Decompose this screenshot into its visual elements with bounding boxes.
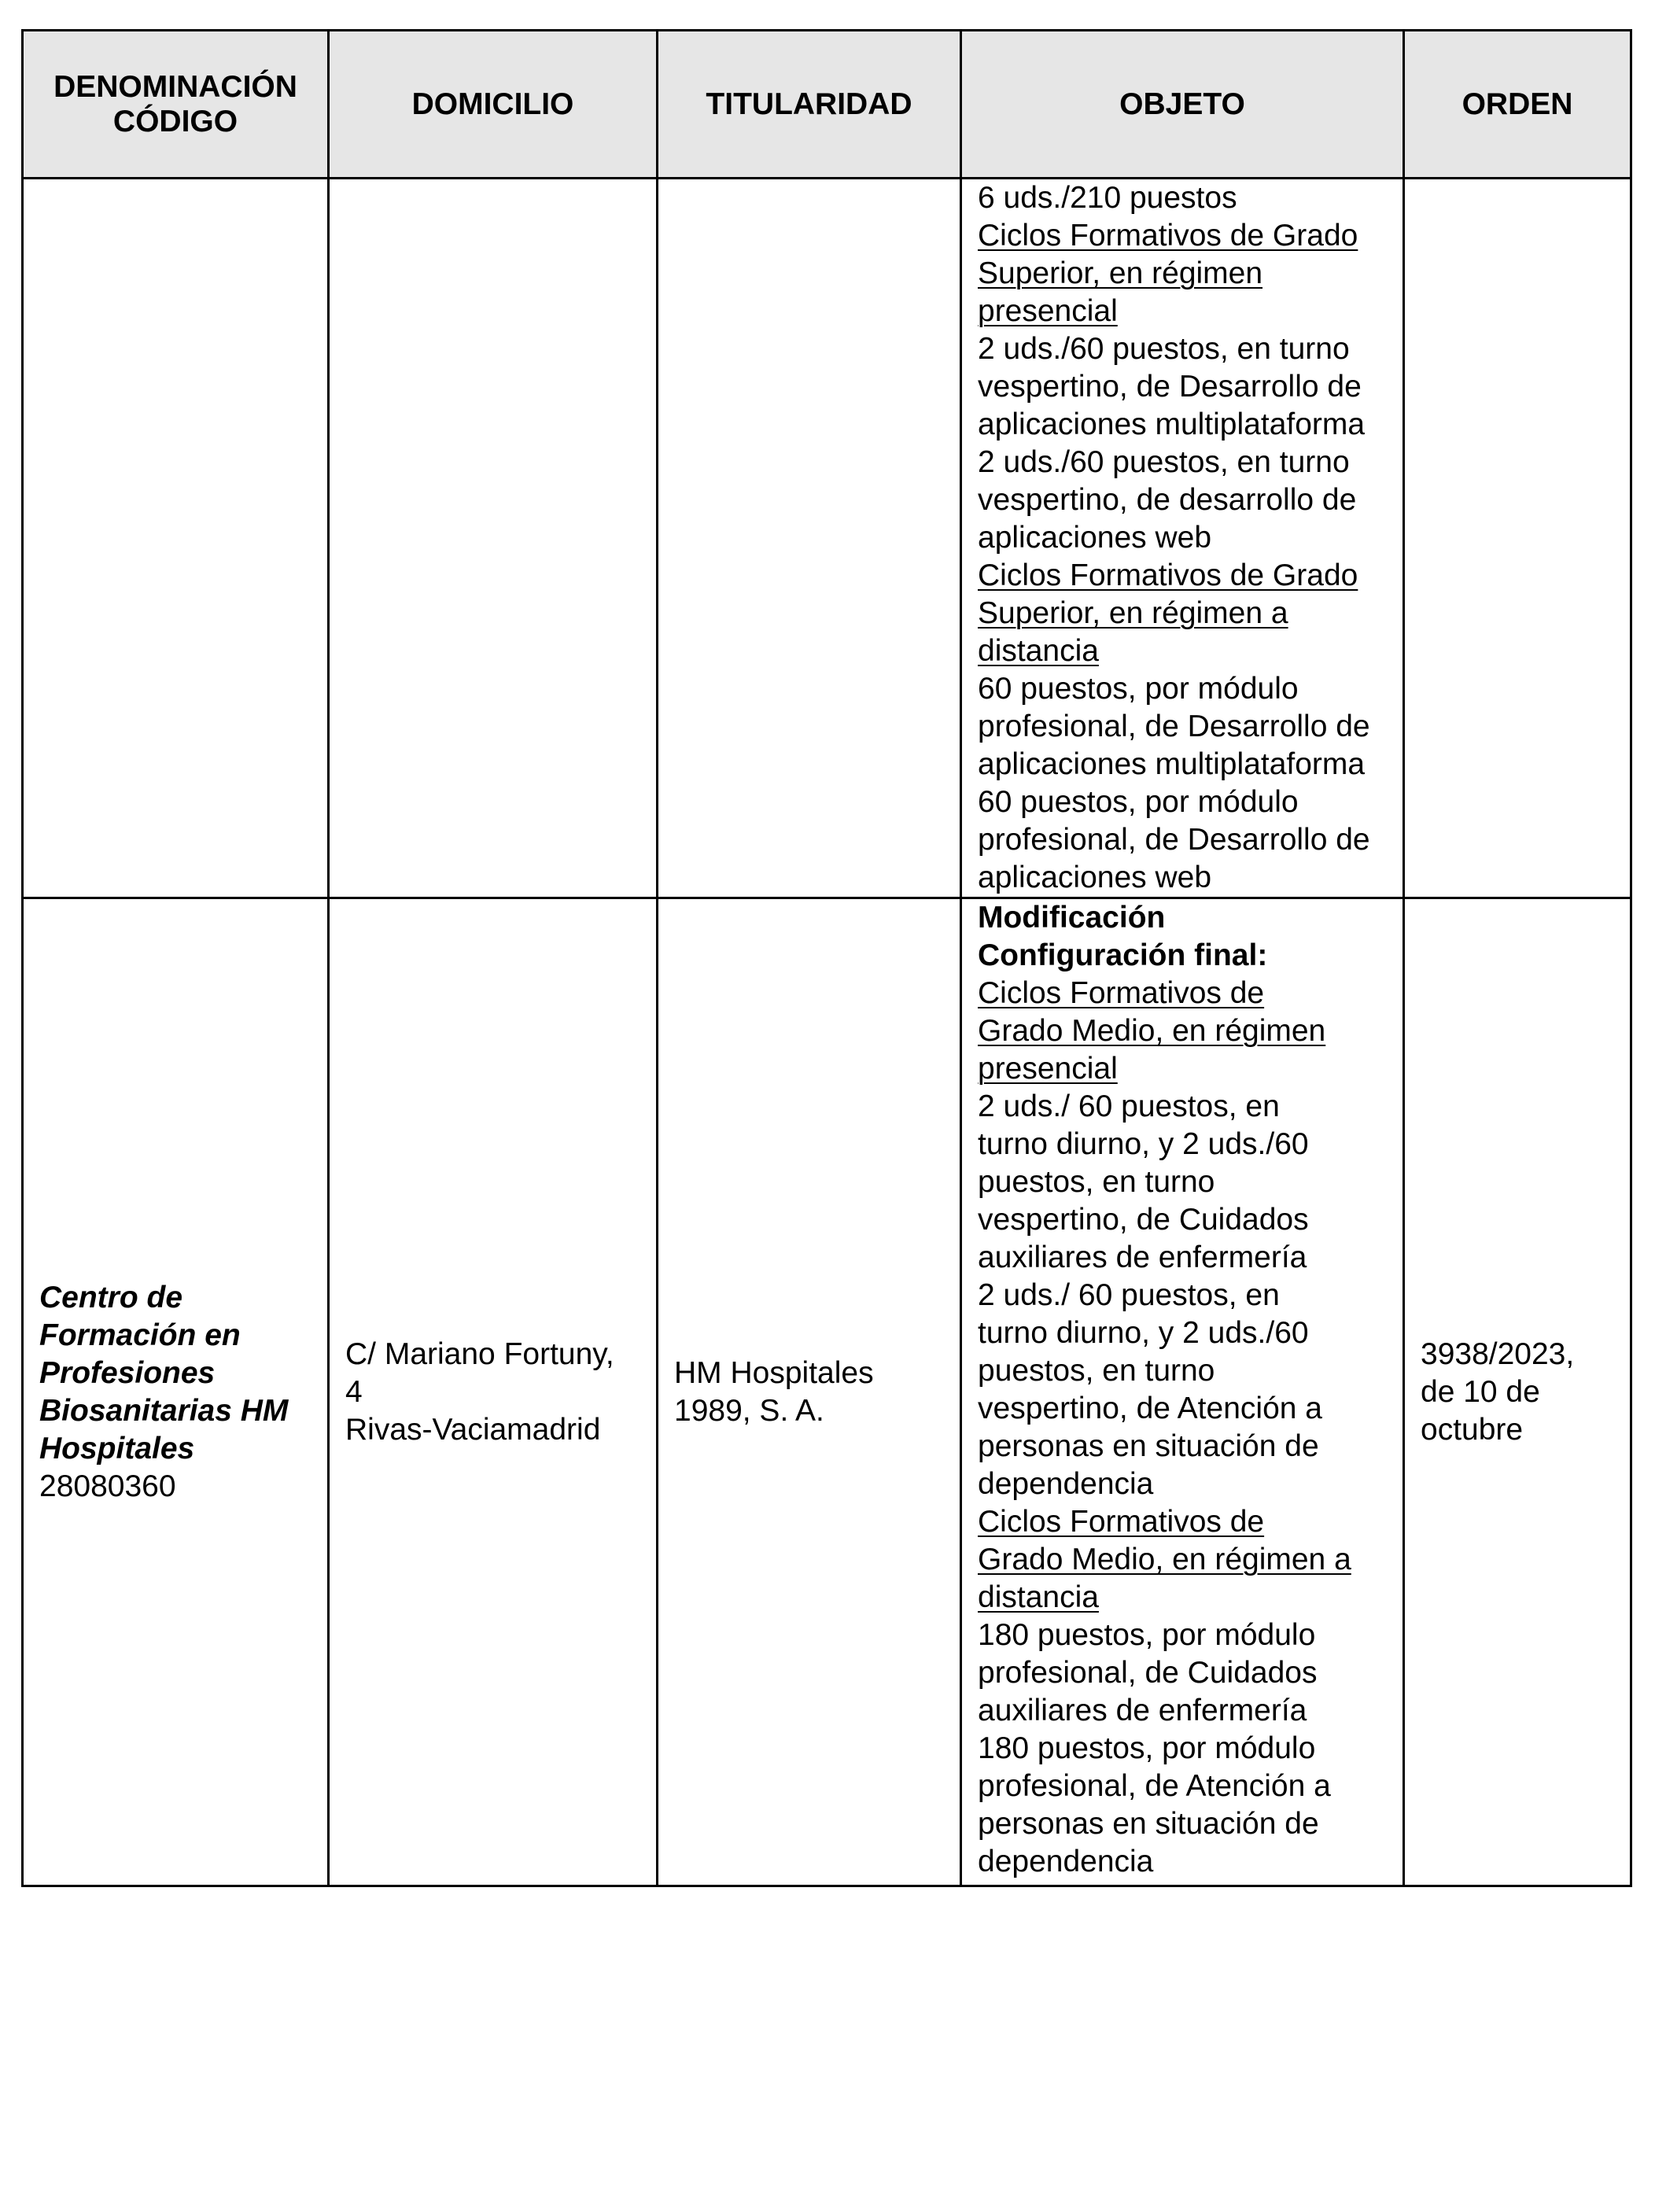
header-denominacion-codigo	[23, 31, 329, 179]
table-row	[23, 179, 1631, 898]
objeto-line: auxiliares de enfermería	[978, 1694, 1307, 1727]
header-orden: ORDEN	[1404, 31, 1631, 179]
objeto-line: puestos, en turno	[978, 1354, 1215, 1388]
table-header-row	[23, 31, 1631, 179]
denominacion-line: Biosanitarias HM	[39, 1393, 289, 1428]
orden-line: octubre	[1421, 1412, 1524, 1447]
row2-orden-cell	[1404, 898, 1631, 1886]
header-codigo: CÓDIGO	[112, 104, 238, 138]
objeto-line: auxiliares de enfermería	[978, 1241, 1307, 1274]
objeto-line: dependencia	[978, 1845, 1154, 1878]
objeto-line: Superior, en régimen	[978, 256, 1263, 290]
objeto-line: 180 puestos, por módulo	[978, 1731, 1316, 1765]
objeto-line: profesional, de Desarrollo de	[978, 823, 1370, 857]
denominacion-line: Formación en	[39, 1318, 241, 1352]
row2-domicilio-cell	[329, 898, 658, 1886]
titularidad-line: 1989, S. A.	[674, 1393, 824, 1428]
domicilio-line: C/ Mariano Fortuny,	[345, 1336, 614, 1371]
objeto-line: aplicaciones web	[978, 861, 1212, 894]
objeto-line: vespertino, de Atención a	[978, 1392, 1322, 1425]
objeto-line: puestos, en turno	[978, 1165, 1215, 1199]
header-titularidad: TITULARIDAD	[658, 31, 961, 179]
objeto-line: 2 uds./ 60 puestos, en	[978, 1278, 1280, 1312]
row1-objeto-cell	[961, 179, 1404, 898]
objeto-line: 2 uds./ 60 puestos, en	[978, 1089, 1280, 1123]
centers-table	[21, 29, 1632, 1887]
objeto-line: Configuración final:	[978, 938, 1268, 972]
objeto-line: Ciclos Formativos de Grado	[978, 219, 1358, 253]
denominacion-line: Profesiones	[39, 1355, 216, 1390]
objeto-line: Grado Medio, en régimen a	[978, 1543, 1351, 1576]
objeto-line: 6 uds./210 puestos	[978, 181, 1237, 215]
objeto-line: 2 uds./60 puestos, en turno	[978, 445, 1350, 479]
row2-denominacion-cell	[23, 898, 329, 1886]
objeto-line: personas en situación de	[978, 1807, 1319, 1841]
header-objeto: OBJETO	[961, 31, 1404, 179]
objeto-line: profesional, de Cuidados	[978, 1656, 1318, 1690]
objeto-line: vespertino, de desarrollo de	[978, 483, 1357, 517]
row1-orden-cell	[1404, 179, 1631, 898]
objeto-line: Modificación	[978, 901, 1166, 935]
row1-titularidad-cell	[658, 179, 961, 898]
objeto-line: Ciclos Formativos de Grado	[978, 559, 1358, 592]
row2-titularidad-cell	[658, 898, 961, 1886]
objeto-line: aplicaciones multiplataforma	[978, 407, 1366, 441]
row1-domicilio-cell	[329, 179, 658, 898]
objeto-line: profesional, de Atención a	[978, 1769, 1331, 1803]
objeto-line: aplicaciones web	[978, 521, 1212, 555]
row1-denominacion-cell	[23, 179, 329, 898]
objeto-line: presencial	[978, 294, 1118, 328]
objeto-line: aplicaciones multiplataforma	[978, 747, 1366, 781]
objeto-line: presencial	[978, 1052, 1118, 1086]
objeto-line: profesional, de Desarrollo de	[978, 710, 1370, 743]
objeto-line: Grado Medio, en régimen	[978, 1014, 1326, 1048]
objeto-line: distancia	[978, 634, 1099, 668]
objeto-line: 60 puestos, por módulo	[978, 785, 1299, 819]
denominacion-line: Hospitales	[39, 1431, 195, 1465]
denominacion-line: Centro de	[39, 1280, 183, 1314]
objeto-line: vespertino, de Desarrollo de	[978, 370, 1362, 404]
header-denominacion: DENOMINACIÓN	[53, 69, 297, 104]
objeto-line: distancia	[978, 1580, 1099, 1614]
objeto-line: Superior, en régimen a	[978, 596, 1288, 630]
table-row	[23, 898, 1631, 1886]
domicilio-line: 4	[345, 1374, 363, 1409]
objeto-line: Ciclos Formativos de	[978, 976, 1265, 1010]
orden-line: de 10 de	[1421, 1374, 1540, 1409]
objeto-line: turno diurno, y 2 uds./60	[978, 1316, 1309, 1350]
objeto-line: 2 uds./60 puestos, en turno	[978, 332, 1350, 366]
center-code: 28080360	[39, 1469, 176, 1503]
objeto-line: dependencia	[978, 1467, 1154, 1501]
objeto-line: Ciclos Formativos de	[978, 1505, 1265, 1539]
titularidad-line: HM Hospitales	[674, 1355, 874, 1390]
row2-objeto-cell	[961, 898, 1404, 1886]
header-domicilio: DOMICILIO	[329, 31, 658, 179]
domicilio-line: Rivas-Vaciamadrid	[345, 1412, 601, 1447]
objeto-line: turno diurno, y 2 uds./60	[978, 1127, 1309, 1161]
orden-line: 3938/2023,	[1421, 1336, 1575, 1371]
objeto-line: personas en situación de	[978, 1429, 1319, 1463]
objeto-line: vespertino, de Cuidados	[978, 1203, 1309, 1237]
objeto-line: 60 puestos, por módulo	[978, 672, 1299, 706]
objeto-line: 180 puestos, por módulo	[978, 1618, 1316, 1652]
